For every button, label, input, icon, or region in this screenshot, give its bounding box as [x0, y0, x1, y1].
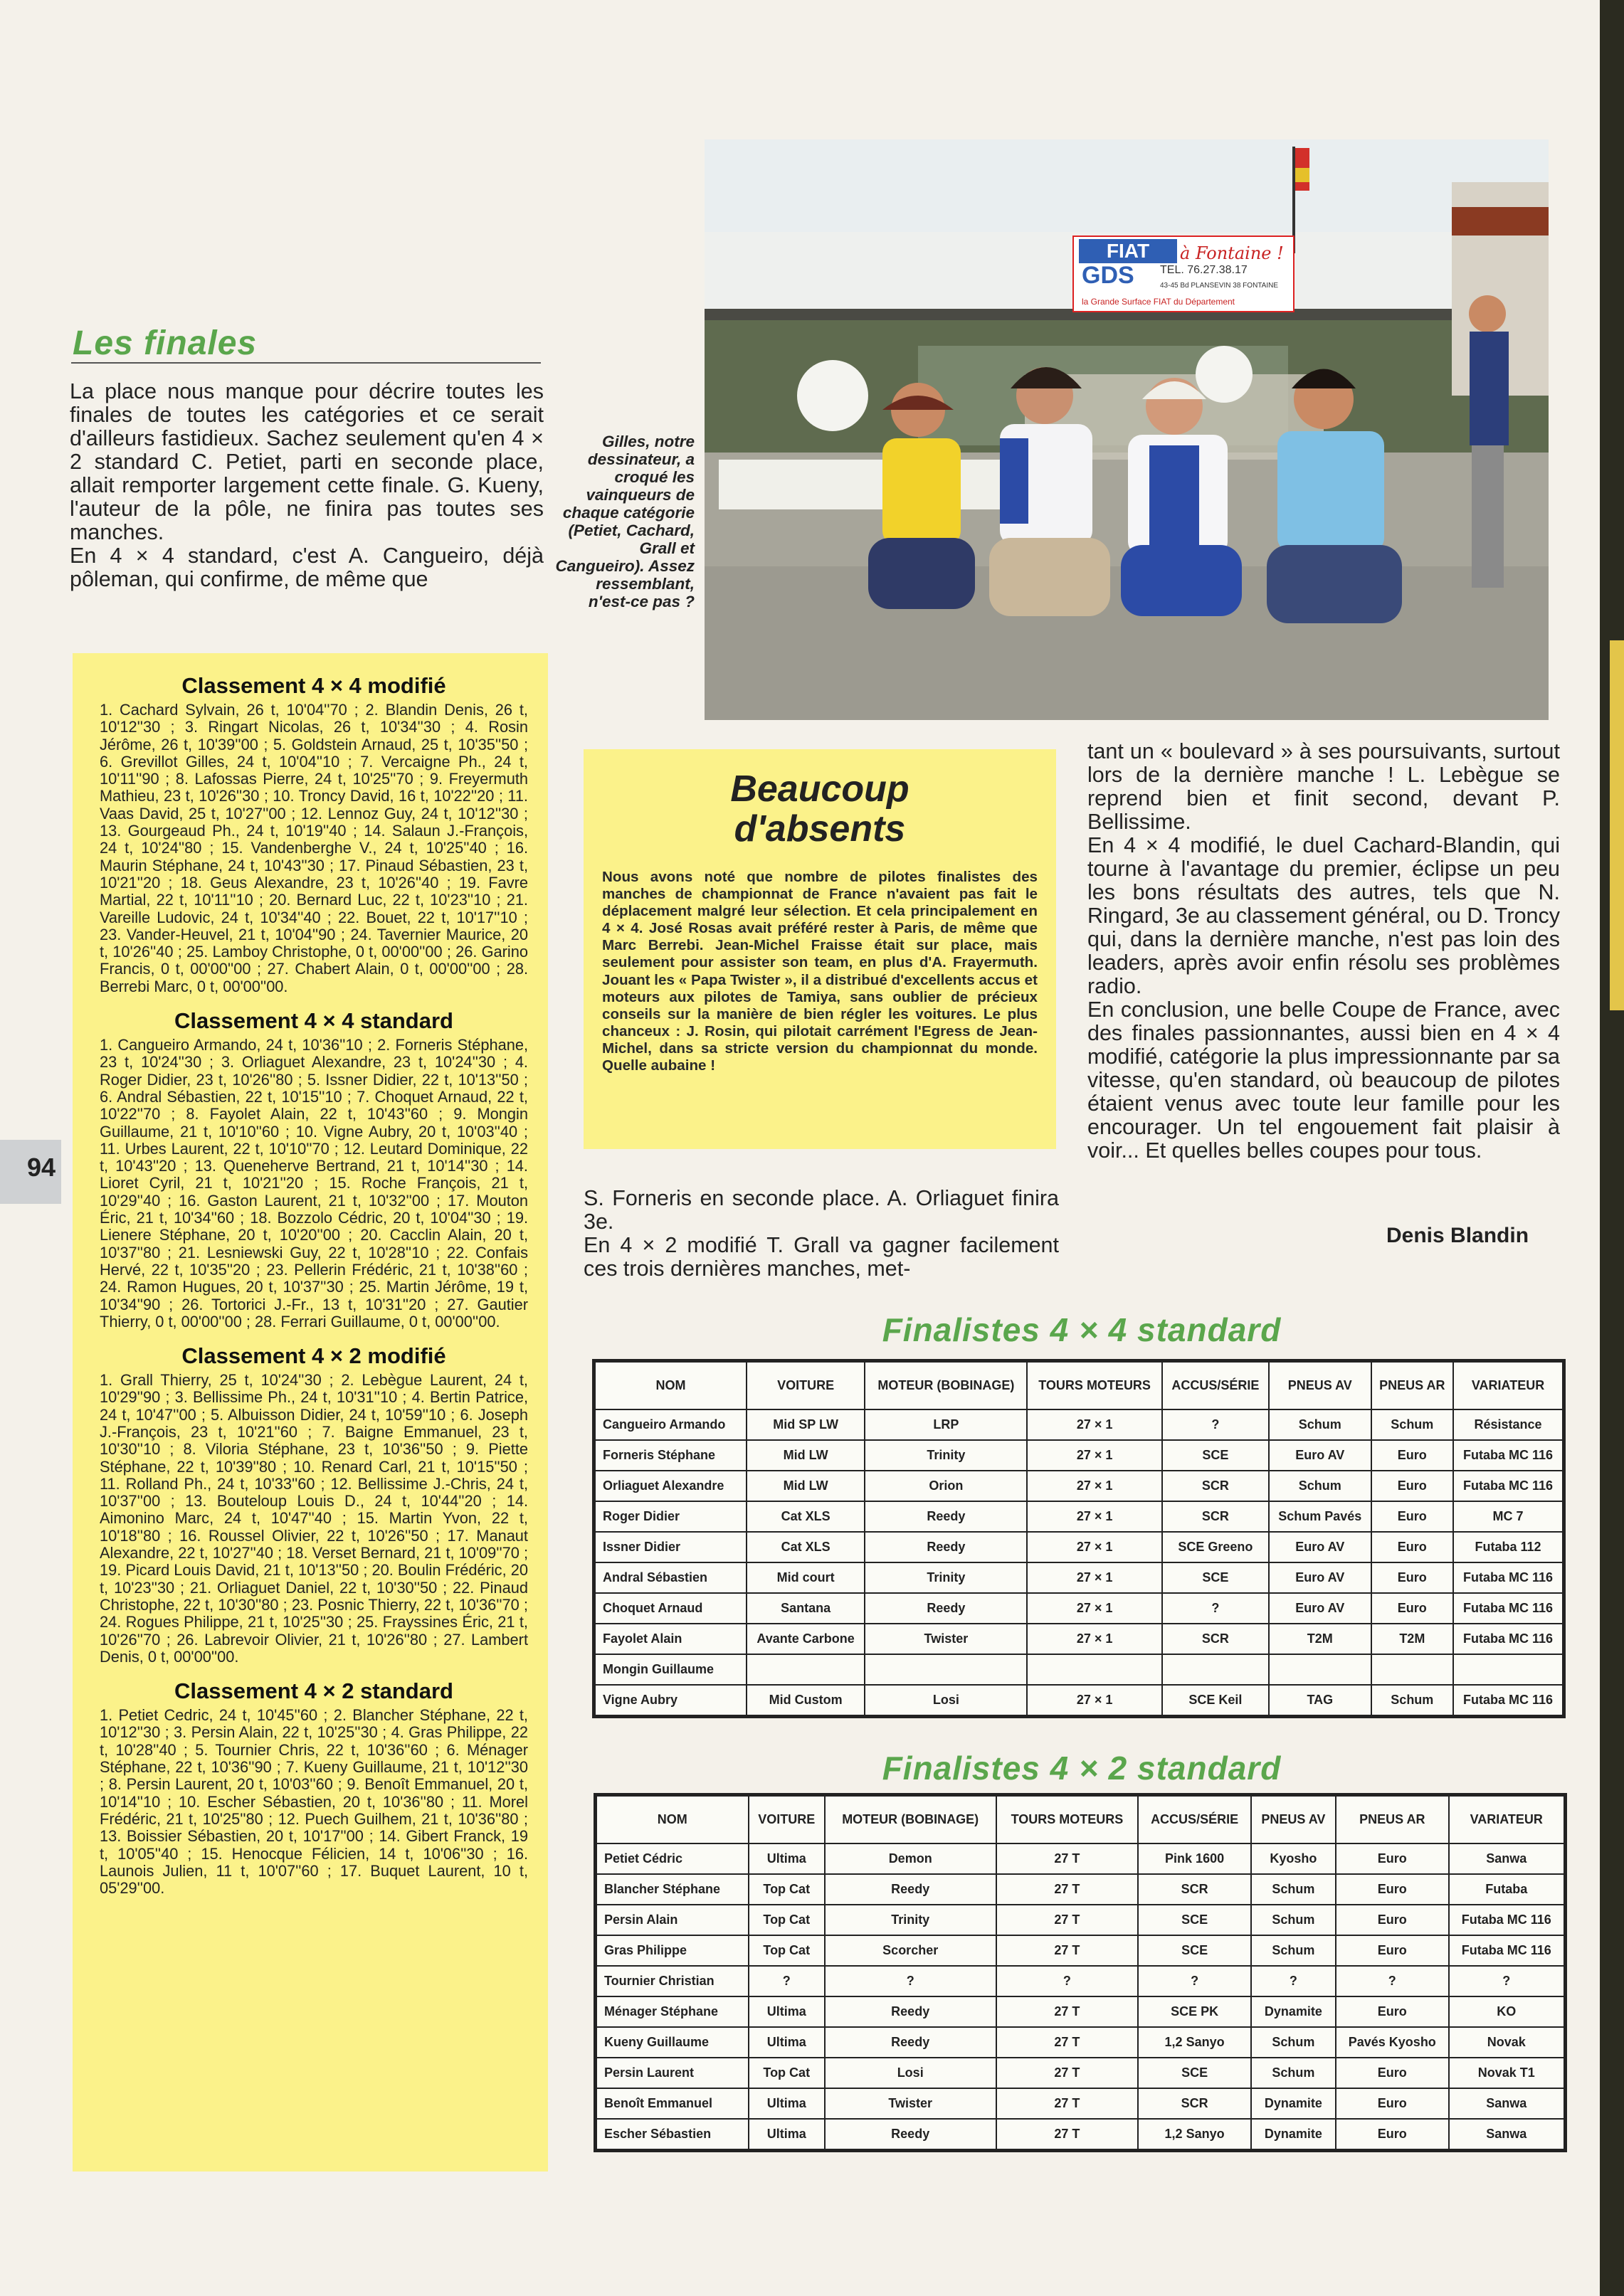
table-cell: 1,2 Sanyo — [1138, 2119, 1251, 2151]
results-title: Classement 4 × 4 modifié — [181, 673, 446, 698]
table-row — [594, 1593, 1564, 1624]
results-title: Classement 4 × 2 modifié — [181, 1343, 446, 1369]
table-cell: Losi — [825, 2058, 996, 2088]
table-cell: Euro — [1336, 1905, 1449, 1935]
table-cell: Orliaguet Alexandre — [594, 1471, 747, 1501]
table-cell: 1,2 Sanyo — [1138, 2027, 1251, 2058]
table-cell: SCE — [1138, 2058, 1251, 2088]
table-cell: Dynamite — [1251, 1996, 1336, 2027]
table-cell: Mongin Guillaume — [594, 1654, 747, 1685]
table-cell: Sanwa — [1449, 2119, 1566, 2151]
table-cell: Reedy — [865, 1593, 1027, 1624]
table-cell: Futaba MC 116 — [1449, 1935, 1566, 1966]
table-cell: TAG — [1269, 1685, 1371, 1717]
table-row — [594, 1685, 1564, 1717]
table-cell: 27 × 1 — [1027, 1593, 1161, 1624]
table-cell: Futaba — [1449, 1874, 1566, 1905]
table-cell: Benoît Emmanuel — [596, 2088, 749, 2119]
table-cell: Scorcher — [825, 1935, 996, 1966]
table-cell: Cat XLS — [747, 1532, 865, 1562]
column-header: TOURS MOTEURS — [1027, 1361, 1161, 1410]
table-cell: Top Cat — [749, 1905, 825, 1935]
intro-text — [70, 380, 544, 591]
table-cell — [1269, 1654, 1371, 1685]
table-cell: Issner Didier — [594, 1532, 747, 1562]
table-cell: Futaba 112 — [1453, 1532, 1564, 1562]
table-cell: Euro — [1371, 1501, 1454, 1532]
column-header: VOITURE — [749, 1795, 825, 1844]
table-cell: Mid LW — [747, 1440, 865, 1471]
table-header-row — [596, 1795, 1566, 1844]
table-cell: ? — [996, 1966, 1139, 1996]
table-cell: 27 T — [996, 1843, 1139, 1874]
table-cell: 27 T — [996, 1874, 1139, 1905]
table-cell: Euro AV — [1269, 1593, 1371, 1624]
table-cell: ? — [825, 1966, 996, 1996]
results-section — [100, 1343, 528, 1666]
sign-tel: TEL. 76.27.38.17 — [1160, 264, 1248, 276]
table-row — [596, 2058, 1566, 2088]
table-row — [596, 1935, 1566, 1966]
table-cell: Ultima — [749, 2119, 825, 2151]
table-cell: Schum — [1251, 1935, 1336, 1966]
table-cell — [1027, 1654, 1161, 1685]
table-cell: Schum — [1269, 1409, 1371, 1440]
table-cell: Mid SP LW — [747, 1409, 865, 1440]
table-cell: Twister — [865, 1624, 1027, 1654]
table-cell: Santana — [747, 1593, 865, 1624]
table-cell: Twister — [825, 2088, 996, 2119]
table-cell: Orion — [865, 1471, 1027, 1501]
table-cell — [1453, 1654, 1564, 1685]
table-cell: Schum — [1371, 1685, 1454, 1717]
table-cell: SCE Greeno — [1162, 1532, 1269, 1562]
table-cell: SCE Keil — [1162, 1685, 1269, 1717]
table-cell: ? — [1162, 1593, 1269, 1624]
table-cell: 27 T — [996, 1996, 1139, 2027]
table-cell: Schum — [1371, 1409, 1454, 1440]
center-paragraph: S. Forneris en seconde place. A. Orliaguet finira 3e. — [584, 1186, 1059, 1234]
author-signature: Denis Blandin — [1386, 1224, 1529, 1247]
table-cell: Ultima — [749, 1843, 825, 1874]
table-cell: SCR — [1138, 2088, 1251, 2119]
table-row — [594, 1562, 1564, 1593]
table-title: Finalistes 4 × 2 standard — [882, 1750, 1282, 1787]
table-row — [596, 1905, 1566, 1935]
table-row — [596, 2088, 1566, 2119]
right-paragraph: En 4 × 4 modifié, le duel Cachard-Blandin, qui tourne à l'avantage du premier, éclipse un peu les bons résultats des autres, tels que N. Ringard, 3e au classement général, ou D. Troncy qui, dans la dernière manche, n'est pas loin des leaders, après avoir enfin résolu ses problèmes radio. — [1087, 833, 1560, 998]
table-cell: Futaba MC 116 — [1453, 1593, 1564, 1624]
results-text: 1. Cangueiro Armando, 24 t, 10'36''10 ; 2. Forneris Stéphane, 23 t, 10'24''30 ; 3. Orliaguet Alexandre, 23 t, 10'24''30 ; 4. Roger Didier, 23 t, 10'26''80 ; 5. Issner Didier, 22 t, 10'13''50 ; 6. Andral Sébastien, 22 t, 10'15''10 ; 7. Choquet Arnaud, 22 t, 10'22''70 ; 8. Fayolet Alain, 22 t, 10'43''60 ; 9. Mongin Guillaume, 21 t, 10'10''60 ; 10. Vigne Aubry, 20 t, 10'03''40 ; 11. Urbes Laurent, 22 t, 10'10''70 ; 12. Leutard Dominique, 22 t, 10'43''20 ; 13. Queneherve Bertrand, 21 t, 10'14''30 ; 14. Lioret Cyril, 21 t, 10'21''20 ; 15. Roche François, 21 t, 10'29''40 ; 16. Gaston Laurent, 21 t, 10'32''00 ; 17. Mouton Éric, 21 t, 10'34''60 ; 18. Bozzolo Cédric, 20 t, 10'04''30 ; 19. Lienere Stéphane, 20 t, 10'20''00 ; 20. Cacclin Alain, 20 t, 10'37''80 ; 21. Lesniewski Guy, 22 t, 10'28''10 ; 22. Confais Hervé, 22 t, 10'35''20 ; 23. Pellerin Frédéric, 21 t, 10'38''60 ; 24. Ramon Hugues, 20 t, 10'37''30 ; 25. Martin Jérôme, 19 t, 10'34''90 ; 26. Tortorici J.-Fr., 13 t, 10'31''20 ; 27. Gautier Thierry, 0 t, 00'00''00 ; 28. Ferrari Guillaume, 0 t, 00'00''00. — [100, 1036, 528, 1330]
table-cell: Dynamite — [1251, 2119, 1336, 2151]
column-header: MOTEUR (BOBINAGE) — [865, 1361, 1027, 1410]
table-title: Finalistes 4 × 4 standard — [882, 1311, 1282, 1348]
column-header: VOITURE — [747, 1361, 865, 1410]
table-cell: Mid Custom — [747, 1685, 865, 1717]
table-cell: 27 T — [996, 2027, 1139, 2058]
results-section — [100, 1678, 528, 1897]
table-cell: 27 T — [996, 2119, 1139, 2151]
table-cell: Schum — [1251, 1874, 1336, 1905]
table-cell: Schum — [1251, 1905, 1336, 1935]
column-header: ACCUS/SÉRIE — [1162, 1361, 1269, 1410]
table-cell: Choquet Arnaud — [594, 1593, 747, 1624]
table-cell: Mid LW — [747, 1471, 865, 1501]
results-section — [100, 673, 528, 995]
table-cell: 27 T — [996, 2088, 1139, 2119]
table-cell: Vigne Aubry — [594, 1685, 747, 1717]
table-cell: Euro — [1336, 1843, 1449, 1874]
intro-paragraph: En 4 × 4 standard, c'est A. Cangueiro, déjà pôleman, qui confirme, de même que — [70, 544, 544, 591]
results-panel — [73, 653, 548, 2171]
finalists-table-4x4 — [592, 1359, 1566, 1718]
column-header: TOURS MOTEURS — [996, 1795, 1139, 1844]
table-cell: Reedy — [825, 2027, 996, 2058]
table-cell: LRP — [865, 1409, 1027, 1440]
table-cell: Top Cat — [749, 1935, 825, 1966]
table-cell: 27 × 1 — [1027, 1562, 1161, 1593]
sign-address: 43-45 Bd PLANSEVIN 38 FONTAINE — [1160, 282, 1278, 290]
table-row — [596, 1874, 1566, 1905]
page-edge-accent — [1610, 640, 1624, 1010]
table-cell: Demon — [825, 1843, 996, 1874]
title-rule — [71, 362, 541, 364]
table-cell: Futaba MC 116 — [1453, 1562, 1564, 1593]
table-cell: Schum — [1251, 2058, 1336, 2088]
table-row — [596, 1843, 1566, 1874]
column-header: NOM — [596, 1795, 749, 1844]
table-cell: Roger Didier — [594, 1501, 747, 1532]
table-cell: MC 7 — [1453, 1501, 1564, 1532]
table-cell: Reedy — [865, 1501, 1027, 1532]
results-title: Classement 4 × 2 standard — [174, 1678, 453, 1704]
center-paragraph: En 4 × 2 modifié T. Grall va gagner facilement ces trois dernières manches, met- — [584, 1233, 1059, 1281]
column-header: VARIATEUR — [1453, 1361, 1564, 1410]
table-cell: Futaba MC 116 — [1453, 1471, 1564, 1501]
table-cell: Schum — [1251, 2027, 1336, 2058]
table-cell: Trinity — [825, 1905, 996, 1935]
table-cell: Blancher Stéphane — [596, 1874, 749, 1905]
table-cell: SCE — [1138, 1905, 1251, 1935]
table-cell: Forneris Stéphane — [594, 1440, 747, 1471]
table-cell: Avante Carbone — [747, 1624, 865, 1654]
sign-brand: FIAT — [1106, 240, 1150, 262]
table-cell: Dynamite — [1251, 2088, 1336, 2119]
table-cell — [1371, 1654, 1454, 1685]
table-cell: Euro — [1371, 1471, 1454, 1501]
results-title: Classement 4 × 4 standard — [174, 1008, 453, 1034]
table-cell: Cat XLS — [747, 1501, 865, 1532]
table-cell: Euro — [1371, 1562, 1454, 1593]
table-cell: Euro AV — [1269, 1532, 1371, 1562]
table-cell: 27 × 1 — [1027, 1685, 1161, 1717]
table-cell: Euro — [1336, 1874, 1449, 1905]
table-row — [594, 1440, 1564, 1471]
table-cell: Sanwa — [1449, 1843, 1566, 1874]
table-cell: KO — [1449, 1996, 1566, 2027]
right-paragraph: En conclusion, une belle Coupe de France, avec des finales passionnantes, aussi bien en 4 × 4 modifié, catégorie la plus impressionnante par sa vitesse, qu'en standard, où beaucoup de pilotes étaient venus avec toute leur famille pour les encourager. Un tel engouement fait plaisir à voir... Et quelles belles coupes pour tous. — [1087, 998, 1560, 1163]
page-edge — [1600, 0, 1624, 2296]
table-cell: SCR — [1162, 1624, 1269, 1654]
sidebar-box — [584, 749, 1056, 1149]
table-cell: Losi — [865, 1685, 1027, 1717]
table-cell — [747, 1654, 865, 1685]
table-cell: 27 × 1 — [1027, 1471, 1161, 1501]
table-row — [596, 1996, 1566, 2027]
table-cell: 27 × 1 — [1027, 1440, 1161, 1471]
photo-illustration — [705, 139, 1549, 720]
table-cell: Kueny Guillaume — [596, 2027, 749, 2058]
right-paragraph: tant un « boulevard » à ses poursuivants, surtout lors de la dernière manche ! L. Lebègue se reprend bien et finit second, devant P. Bellissime. — [1087, 739, 1560, 834]
finalists-table-4x2 — [594, 1793, 1567, 2152]
table-cell: Novak — [1449, 2027, 1566, 2058]
table-row — [596, 1966, 1566, 1996]
table-row — [594, 1654, 1564, 1685]
intro-paragraph: La place nous manque pour décrire toutes les finales de toutes les catégories et ce serait d'ailleurs fastidieux. Sachez seulement qu'en 4 × 2 standard C. Petiet, parti en seconde place, allait remporter largement cette finale. G. Kueny, l'auteur de la pôle, ne finira pas toutes ses manches. — [70, 379, 544, 544]
table-cell: Reedy — [865, 1532, 1027, 1562]
table-cell: 27 T — [996, 1935, 1139, 1966]
group-photo — [705, 139, 1549, 720]
table-cell: 27 × 1 — [1027, 1501, 1161, 1532]
results-text: 1. Cachard Sylvain, 26 t, 10'04''70 ; 2. Blandin Denis, 26 t, 10'12''30 ; 3. Ringart Nicolas, 26 t, 10'34''30 ; 4. Rosin Jérôme, 26 t, 10'39''00 ; 5. Goldstein Arnaud, 25 t, 10'35''50 ; 6. Grevillot Gilles, 24 t, 10'04''10 ; 7. Vercaigne Ph., 24 t, 10'11''90 ; 8. Lafossas Pierre, 24 t, 10'25''70 ; 9. Freyermuth Mathieu, 23 t, 10'26''30 ; 10. Troncy David, 16 t, 10'22''20 ; 11. Vaas David, 25 t, 10'27''00 ; 12. Lennoz Guy, 24 t, 10'12''30 ; 13. Gourgeaud Ph., 24 t, 10'19''40 ; 14. Salaun J.-François, 24 t, 10'24''80 ; 15. Vandenberghe V., 24 t, 10'25''40 ; 16. Maurin Stéphane, 24 t, 10'43''30 ; 17. Pinaud Sébastien, 23 t, 10'21''20 ; 18. Geus Alexandre, 23 t, 10'26''40 ; 19. Favre Martial, 22 t, 10'11''10 ; 20. Bernard Luc, 22 t, 10'23''10 ; 21. Vareille Ludovic, 24 t, 10'34''40 ; 22. Bouet, 22 t, 10'17''10 ; 23. Vander-Heuvel, 21 t, 10'04''90 ; 24. Tavernier Maurice, 20 t, 10'26''40 ; 25. Lamboy Christophe, 0 t, 00'00''00 ; 26. Garino Francis, 0 t, 00'00''00 ; 27. Chabert Alain, 0 t, 00'00''00 ; 28. Berrebi Marc, 0 t, 00'00''00. — [100, 701, 528, 995]
table-cell: Trinity — [865, 1440, 1027, 1471]
table-cell — [865, 1654, 1027, 1685]
table-cell: Cangueiro Armando — [594, 1409, 747, 1440]
table-cell: SCE — [1138, 1935, 1251, 1966]
table-cell: Futaba MC 116 — [1449, 1905, 1566, 1935]
table-cell: SCR — [1138, 1874, 1251, 1905]
table-cell: 27 × 1 — [1027, 1532, 1161, 1562]
table-cell: Résistance — [1453, 1409, 1564, 1440]
table-cell: Euro AV — [1269, 1562, 1371, 1593]
center-text — [584, 1187, 1059, 1281]
column-header: PNEUS AR — [1336, 1795, 1449, 1844]
table-cell: Gras Philippe — [596, 1935, 749, 1966]
table-cell: Top Cat — [749, 2058, 825, 2088]
column-header: PNEUS AR — [1371, 1361, 1454, 1410]
table-cell: SCE — [1162, 1440, 1269, 1471]
table-cell: Futaba MC 116 — [1453, 1624, 1564, 1654]
table-cell: Schum Pavés — [1269, 1501, 1371, 1532]
column-header: ACCUS/SÉRIE — [1138, 1795, 1251, 1844]
table-cell: Pink 1600 — [1138, 1843, 1251, 1874]
table-cell: Reedy — [825, 1874, 996, 1905]
table-row — [596, 2119, 1566, 2151]
table-cell: SCR — [1162, 1471, 1269, 1501]
table-cell: Euro — [1371, 1532, 1454, 1562]
sidebar-title-line: Beaucoup — [730, 768, 909, 810]
table-cell: Trinity — [865, 1562, 1027, 1593]
table-cell: SCE PK — [1138, 1996, 1251, 2027]
sidebar-text: Nous avons noté que nombre de pilotes finalistes des manches de championnat de France n'avaient pas fait le déplacement malgré leur sélection. Et cela principalement en 4 × 4. José Rosas avait préféré rester à Paris, de même que Marc Berrebi. Jean-Michel Fraisse était sur place, mais seulement pour assister son team, en plus d'A. Frayermuth. Jouant les « Papa Twister », il a distribué d'excellents accus et moteurs aux pilotes de Tamiya, sans oublier de précieux conseils sur la manière de bien régler les voitures. Le plus chanceux : J. Rosin, qui pilotait carrément l'Egress de Jean-Michel, dans sa stricte version du championnat du monde. Quelle aubaine ! — [602, 869, 1038, 1074]
table-row — [594, 1471, 1564, 1501]
table-cell: ? — [1138, 1966, 1251, 1996]
table-cell: SCE — [1162, 1562, 1269, 1593]
column-header: PNEUS AV — [1269, 1361, 1371, 1410]
table-cell: Euro — [1371, 1593, 1454, 1624]
table-cell — [1162, 1654, 1269, 1685]
table-cell: 27 × 1 — [1027, 1624, 1161, 1654]
table-header-row — [594, 1361, 1564, 1410]
column-header: VARIATEUR — [1449, 1795, 1566, 1844]
results-section — [100, 1008, 528, 1330]
table-cell: Andral Sébastien — [594, 1562, 747, 1593]
sign-dealer: GDS — [1082, 262, 1134, 289]
column-header: MOTEUR (BOBINAGE) — [825, 1795, 996, 1844]
sign-tagline: la Grande Surface FIAT du Département — [1082, 297, 1235, 307]
table-row — [594, 1624, 1564, 1654]
table-row — [594, 1409, 1564, 1440]
results-text: 1. Grall Thierry, 25 t, 10'24''30 ; 2. Lebègue Laurent, 24 t, 10'29''90 ; 3. Bellissime Ph., 24 t, 10'31''10 ; 4. Bertin Patrice, 24 t, 10'47''00 ; 5. Albuisson Didier, 24 t, 10'59''10 ; 6. Joseph J.-François, 23 t, 10'21''60 ; 7. Baigne Emmanuel, 23 t, 10'30''10 ; 8. Viloria Stéphane, 23 t, 10'36''50 ; 9. Piette Stéphane, 22 t, 10'39''80 ; 10. Renard Carl, 21 t, 10'15''50 ; 11. Rolland Ph., 24 t, 10'33''60 ; 12. Bellissime J.-Chris, 24 t, 10'37''00 ; 13. Bouteloup Louis D., 24 t, 10'44''20 ; 14. Aimonino Marc, 24 t, 10'47''40 ; 15. Martin Yvon, 22 t, 10'18''80 ; 16. Roussel Olivier, 22 t, 10'26''50 ; 17. Manaut Alexandre, 22 t, 10'27''40 ; 18. Verset Bernard, 21 t, 10'09''70 ; 19. Picard Louis David, 21 t, 10'13''50 ; 20. Boulin Frédéric, 20 t, 10'23''30 ; 21. Orliaguet Daniel, 22 t, 10'30''50 ; 22. Pinaud Christophe, 22 t, 10'30''80 ; 23. Posnic Thierry, 22 t, 10'36''70 ; 24. Rogues Philippe, 21 t, 10'25''30 ; 25. Frayssines Éric, 21 t, 10'26''70 ; 26. Labrevoir Olivier, 21 t, 10'26''80 ; 27. Lambert Denis, 0 t, 00'00''00. — [100, 1371, 528, 1666]
column-header: PNEUS AV — [1251, 1795, 1336, 1844]
table-cell: 27 × 1 — [1027, 1409, 1161, 1440]
results-text: 1. Petiet Cedric, 24 t, 10'45''60 ; 2. Blancher Stéphane, 22 t, 10'12''30 ; 3. Persin Alain, 22 t, 10'25''30 ; 4. Gras Philippe, 22 t, 10'28''40 ; 5. Tournier Chris, 22 t, 10'36''60 ; 6. Ménager Stéphane, 22 t, 10'36''90 ; 7. Kueny Guillaume, 21 t, 10'12''30 ; 8. Persin Laurent, 20 t, 10'03''60 ; 9. Benoît Emmanuel, 20 t, 10'14''10 ; 10. Escher Sébastien, 20 t, 10'36''80 ; 11. Morel Frédéric, 21 t, 10'25''80 ; 12. Puech Guilhem, 21 t, 10'36''80 ; 13. Boissier Sébastien, 20 t, 10'17''00 ; 14. Gibert Franck, 19 t, 10'05''40 ; 15. Henocque Félicien, 14 t, 10'06''30 ; 16. Launois Julien, 11 t, 10'07''60 ; 17. Buquet Laurent, 10 t, 05'29''00. — [100, 1706, 528, 1898]
table-cell: Euro AV — [1269, 1440, 1371, 1471]
right-text — [1087, 740, 1560, 1163]
table-cell: T2M — [1371, 1624, 1454, 1654]
table-cell: Euro — [1336, 2058, 1449, 2088]
sign-script: à Fontaine ! — [1180, 243, 1284, 263]
table-cell: Euro — [1336, 1935, 1449, 1966]
table-row — [594, 1532, 1564, 1562]
table-cell: Fayolet Alain — [594, 1624, 747, 1654]
table-cell: Ultima — [749, 2027, 825, 2058]
table-cell: ? — [1449, 1966, 1566, 1996]
table-cell: Top Cat — [749, 1874, 825, 1905]
table-cell: Pavés Kyosho — [1336, 2027, 1449, 2058]
table-cell: Petiet Cédric — [596, 1843, 749, 1874]
table-cell: Euro — [1336, 1996, 1449, 2027]
page-number: 94 — [27, 1153, 56, 1182]
table-cell: 27 T — [996, 2058, 1139, 2088]
table-cell: T2M — [1269, 1624, 1371, 1654]
table-cell: Euro — [1336, 2088, 1449, 2119]
table-cell: ? — [749, 1966, 825, 1996]
table-cell: Reedy — [825, 1996, 996, 2027]
table-cell: Persin Alain — [596, 1905, 749, 1935]
table-row — [596, 2027, 1566, 2058]
table-cell: Novak T1 — [1449, 2058, 1566, 2088]
table-cell: Euro — [1336, 2119, 1449, 2151]
table-cell: Futaba MC 116 — [1453, 1685, 1564, 1717]
sidebar-title-line: d'absents — [734, 808, 906, 850]
table-cell: 27 T — [996, 1905, 1139, 1935]
sidebar-title — [584, 769, 1056, 849]
table-cell: Escher Sébastien — [596, 2119, 749, 2151]
table-cell: Kyosho — [1251, 1843, 1336, 1874]
photo-caption: Gilles, notre dessinateur, a croqué les vainqueurs de chaque catégorie (Petiet, Cachard, Grall et Cangueiro). Assez ressemblant, n'est-ce pas ? — [555, 433, 695, 610]
column-header: NOM — [594, 1361, 747, 1410]
table-cell: Ménager Stéphane — [596, 1996, 749, 2027]
table-cell: ? — [1251, 1966, 1336, 1996]
table-cell: Sanwa — [1449, 2088, 1566, 2119]
table-cell: Futaba MC 116 — [1453, 1440, 1564, 1471]
table-cell: SCR — [1162, 1501, 1269, 1532]
table-cell: Euro — [1371, 1440, 1454, 1471]
table-cell: Persin Laurent — [596, 2058, 749, 2088]
table-row — [594, 1501, 1564, 1532]
table-cell: Schum — [1269, 1471, 1371, 1501]
table-cell: Mid court — [747, 1562, 865, 1593]
table-cell: Reedy — [825, 2119, 996, 2151]
table-cell: Ultima — [749, 1996, 825, 2027]
section-title: Les finales — [73, 324, 258, 362]
table-cell: ? — [1336, 1966, 1449, 1996]
table-cell: Ultima — [749, 2088, 825, 2119]
table-cell: ? — [1162, 1409, 1269, 1440]
table-cell: Tournier Christian — [596, 1966, 749, 1996]
